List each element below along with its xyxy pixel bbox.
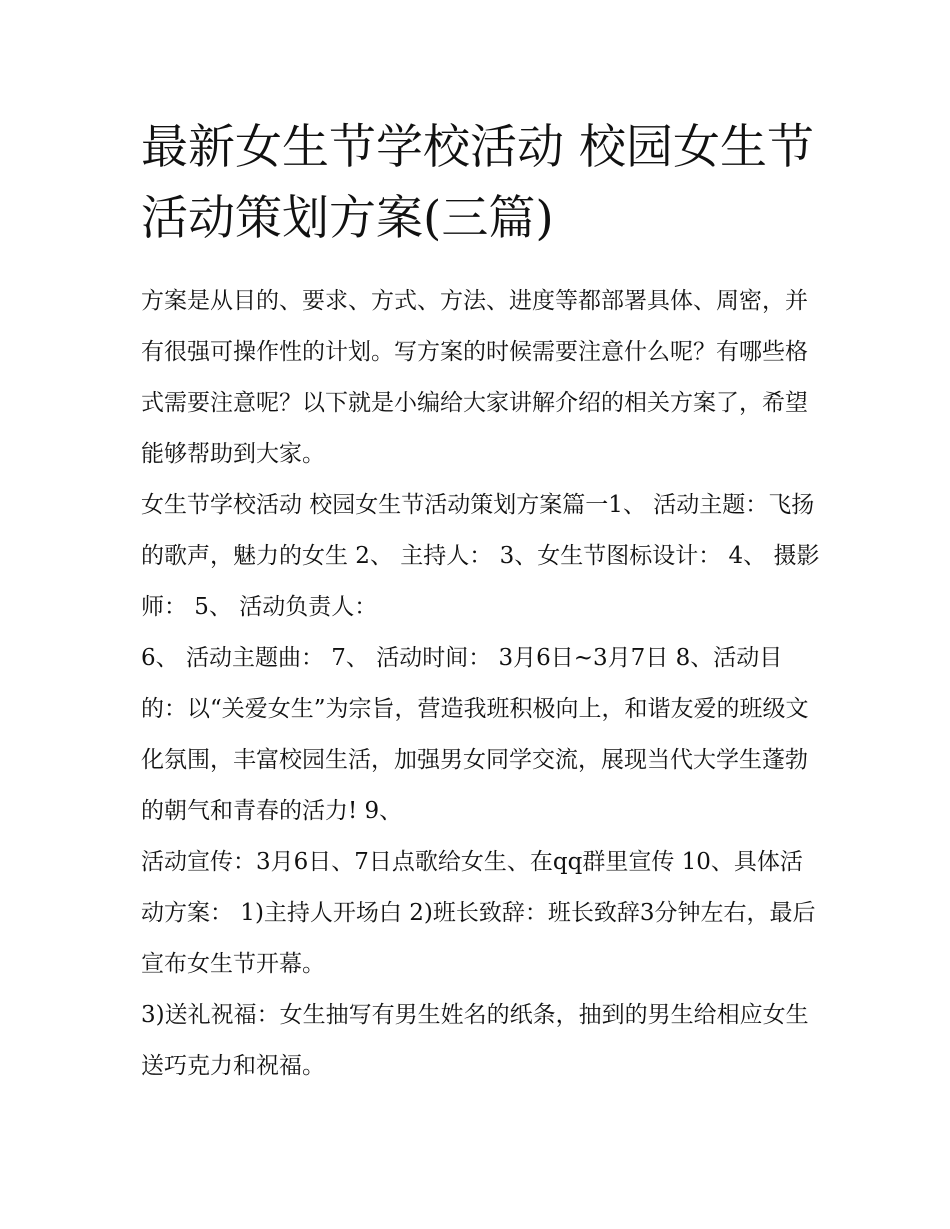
plan-paragraph-1: 女生节学校活动 校园女生节活动策划方案篇一1、 活动主题：飞扬的歌声，魅力的女生 2、 主持人： 3、女生节图标设计： 4、 摄影师： 5、 活动负责人： <box>141 492 820 620</box>
document-title: 最新女生节学校活动 校园女生节活动策划方案(三篇) <box>141 120 814 246</box>
intro-paragraph: 方案是从目的、要求、方式、方法、进度等都部署具体、周密，并有很强可操作性的计划。写方案的时候需要注意什么呢？有哪些格式需要注意呢？以下就是小编给大家讲解介绍的相关方案了，希望能够帮助到大家。 <box>141 288 808 467</box>
plan-paragraph-3: 活动宣传：3月6日、7日点歌给女生、在qq群里宣传 10、具体活动方案： 1)主持人开场白 2)班长致辞：班长致辞3分钟左右，最后宣布女生节开幕。 <box>141 849 816 977</box>
plan-paragraph-4: 3)送礼祝福：女生抽写有男生姓名的纸条，抽到的男生给相应女生送巧克力和祝福。 <box>141 1002 809 1079</box>
plan-paragraph-2: 6、 活动主题曲： 7、 活动时间： 3月6日~3月7日 8、活动目的：以“关爱女生”为宗旨，营造我班积极向上，和谐友爱的班级文化氛围，丰富校园生活，加强男女同学交流，展现当代大学生蓬勃的朝气和青春的活力! 9、 <box>141 645 809 824</box>
document-page <box>141 112 821 1092</box>
